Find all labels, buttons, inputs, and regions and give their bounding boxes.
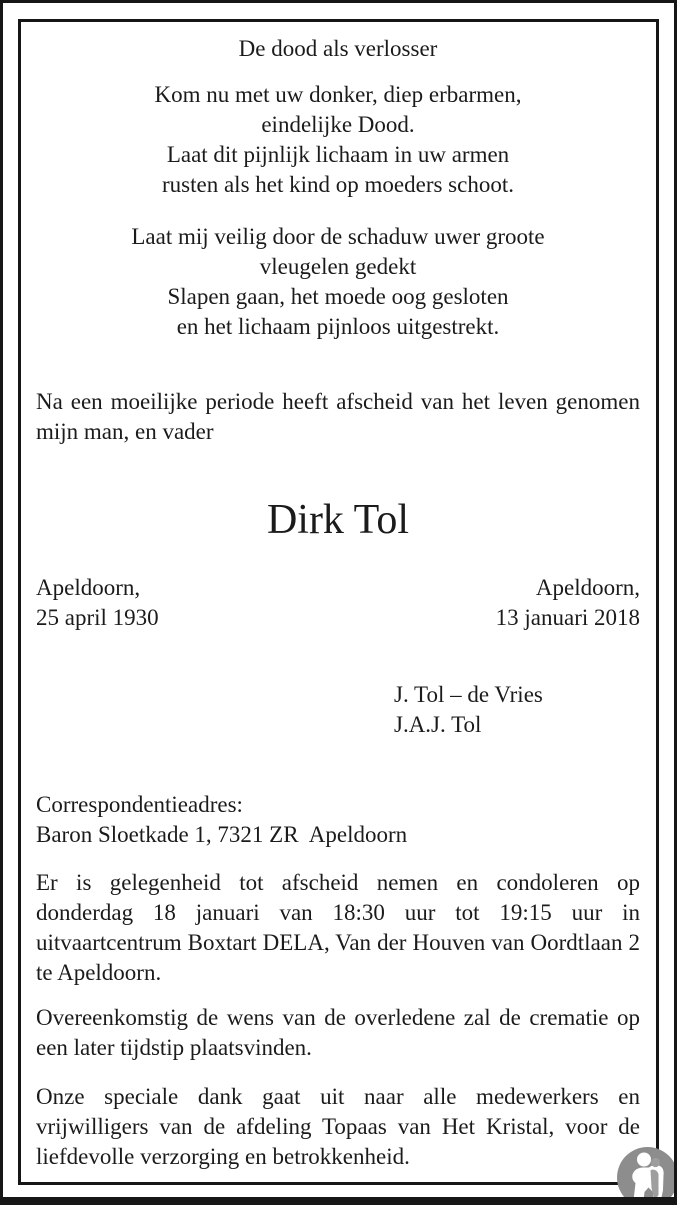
relative-name: J. Tol – de Vries <box>394 682 543 707</box>
cremation-info: Overeenkomstig de wens van de overledene zal de crematie op een later tijdstip plaatsvinden. <box>36 1005 640 1060</box>
thanks-text: Onze speciale dank gaat uit naar alle medewerkers en vrijwilligers van de afdeling Topaas van Het Kristal, voor de liefdevolle verzorging en betrokkenheid. <box>36 1084 640 1169</box>
relative-name: J.A.J. Tol <box>394 712 482 737</box>
correspondence-label: Correspondentieadres: <box>36 792 243 817</box>
poem-line: Slapen gaan, het moede oog gesloten <box>167 284 509 309</box>
visitation-info: Er is gelegenheid tot afscheid nemen en condoleren op donderdag 18 januari van 18:30 uur tot 19:15 uur in uitvaartcentrum Boxtart DELA, Van der Houven van Oordtlaan 2 te Apeldoorn. <box>36 870 640 985</box>
poem-title: De dood als verlosser <box>238 36 438 61</box>
embracing-figures-logo <box>617 1147 677 1205</box>
notice-inner-frame <box>18 19 659 1185</box>
deceased-name: Dirk Tol <box>266 497 410 543</box>
poem-line: Laat dit pijnlijk lichaam in uw armen <box>166 142 510 167</box>
poem-line: rusten als het kind op moeders schoot. <box>162 172 514 197</box>
birth-death-dates <box>36 573 640 633</box>
poem-line: Laat mij veilig door de schaduw uwer groote <box>131 224 545 249</box>
poem-line: vleugelen gedekt <box>259 254 417 279</box>
birth-date: 25 april 1930 <box>36 605 159 630</box>
announcement-text: Na een moeilijke periode heeft afscheid van het leven genomen mijn man, en vader <box>36 389 640 444</box>
correspondence-block <box>36 790 640 850</box>
death-date: 13 januari 2018 <box>495 605 640 630</box>
relatives-signatures <box>36 680 640 740</box>
poem-stanza-2 <box>36 222 640 342</box>
death-place-date <box>496 573 640 633</box>
birth-place-date <box>36 573 159 633</box>
death-place: Apeldoorn, <box>535 575 640 600</box>
poem-line: en het lichaam pijnloos uitgestrekt. <box>176 314 500 339</box>
poem-line: Kom nu met uw donker, diep erbarmen, <box>154 82 522 107</box>
poem-line: eindelijke Dood. <box>261 112 415 137</box>
birth-place: Apeldoorn, <box>36 575 141 600</box>
poem-stanza-1 <box>36 80 640 200</box>
correspondence-address: Baron Sloetkade 1, 7321 ZR Apeldoorn <box>36 822 408 847</box>
